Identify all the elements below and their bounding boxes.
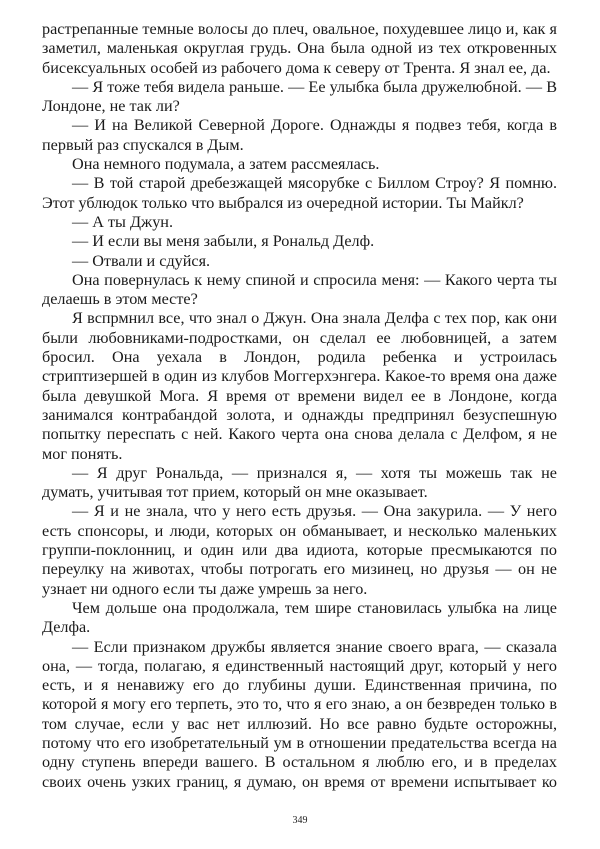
text-line: — Если признаком дружбы является знание своего врага, — сказала	[72, 637, 557, 656]
paragraph	[42, 502, 557, 598]
text-line: Я вспрмнил все, что знал о Джун. Она знала Делфа с тех пор, как они	[72, 309, 557, 328]
paragraph	[42, 309, 557, 463]
text-line: Делфа.	[42, 618, 91, 637]
text-line: есть, и я ненавижу его до глубины души. Единственная причина, по	[42, 676, 557, 695]
text-line: том случае, если у вас нет иллюзий. Но все равно будьте осторожны,	[42, 714, 557, 733]
text-line: узнает ни одного если ты даже умрешь за него.	[42, 579, 368, 598]
text-line: Она повернулась к нему спиной и спросила меня: — Какого черта ты	[72, 270, 557, 289]
paragraph	[42, 271, 557, 310]
text-line: стриптизершей в один из клубов Моггерхэнгера. Какое-то время она даже	[42, 367, 557, 386]
text-line: есть спонсоры, и люди, которых он обманывает, и несколько маленьких	[42, 521, 557, 540]
text-line: бросил. Она уехала в Лондон, родила ребенка и устроилась	[42, 348, 557, 367]
text-line: мог понять.	[42, 444, 123, 463]
text-line: Этот ублюдок только что выбрался из очередной истории. Ты Майкл?	[42, 193, 524, 212]
text-line: группи-поклонниц, и один или два идиота, которые пресмыкаются по	[42, 541, 557, 560]
page-body	[42, 20, 557, 792]
text-line: — В той старой дребезжащей мясорубке с Биллом Строу? Я помню.	[72, 174, 557, 193]
paragraph	[42, 78, 557, 117]
paragraph	[42, 20, 557, 78]
page-number: 349	[292, 815, 308, 826]
text-line: Она немного подумала, а затем рассмеялась.	[72, 155, 380, 174]
text-line: растрепанные темные волосы до плеч, овальное, похудевшее лицо и, как я	[42, 20, 557, 38]
text-line: — Я и не знала, что у него есть друзья. — Она закурила. — У него	[72, 502, 557, 521]
text-line: Чем дольше она продолжала, тем шире становилась улыбка на лице	[72, 598, 557, 617]
text-line: делаешь в этом месте?	[42, 290, 198, 309]
text-line: — Я тоже тебя видела раньше. — Ее улыбка была дружелюбной. — В	[72, 77, 557, 96]
text-line: занимался контрабандой золота, и однажды предпринял безуспешную	[42, 405, 557, 424]
text-line: — И на Великой Северной Дороге. Однажды я подвез тебя, когда в	[72, 116, 557, 135]
text-line: были любовниками-подростками, он сделал ее любовницей, а затем	[42, 328, 557, 347]
paragraph	[42, 599, 557, 638]
text-line: — А ты Джун.	[72, 212, 173, 231]
paragraph	[42, 232, 557, 251]
text-line: одну ступень впереди вашего. В остальном я люблю его, и в пределах	[42, 753, 557, 772]
text-line: попытку переспать с ней. Какого черта она снова делала с Делфом, я не	[42, 425, 557, 444]
text-line: первый раз спускался в Дым.	[42, 135, 244, 154]
text-line: заметил, маленькая округлая грудь. Она была одной из тех откровенных	[42, 39, 557, 58]
text-line: которой я могу его терпеть, это то, что я его знаю, а он безвреден только в	[42, 695, 557, 714]
text-line: — Отвали и сдуйся.	[72, 251, 211, 270]
text-line: переулку на животах, чтобы потрогать его мизинец, но друзья — он не	[42, 560, 557, 579]
paragraph	[42, 213, 557, 232]
text-line: своих очень узких границ, я думаю, он время от времени испытывает ко	[42, 772, 557, 791]
text-line: была девушкой Мога. Я время от времени видел ее в Лондоне, когда	[42, 386, 557, 405]
text-line: бисексуальных особей из рабочего дома к северу от Трента. Я знал ее, да.	[42, 58, 551, 77]
paragraph	[42, 155, 557, 174]
text-line: — И если вы меня забыли, я Рональд Делф.	[72, 232, 375, 251]
text-line: Лондоне, не так ли?	[42, 97, 180, 116]
text-line: она, — тогда, полагаю, я единственный настоящий друг, который у него	[42, 656, 557, 675]
paragraph	[42, 252, 557, 271]
paragraph	[42, 464, 557, 503]
paragraph	[42, 116, 557, 155]
paragraph	[42, 638, 557, 792]
text-line: — Я друг Рональда, — признался я, — хотя ты можешь так не	[72, 463, 557, 482]
paragraph	[42, 174, 557, 213]
text-line: думать, учитывая тот прием, который он мне оказывает.	[42, 483, 428, 502]
text-line: потому что его изобретательный ум в отношении предательства всегда на	[42, 733, 557, 752]
